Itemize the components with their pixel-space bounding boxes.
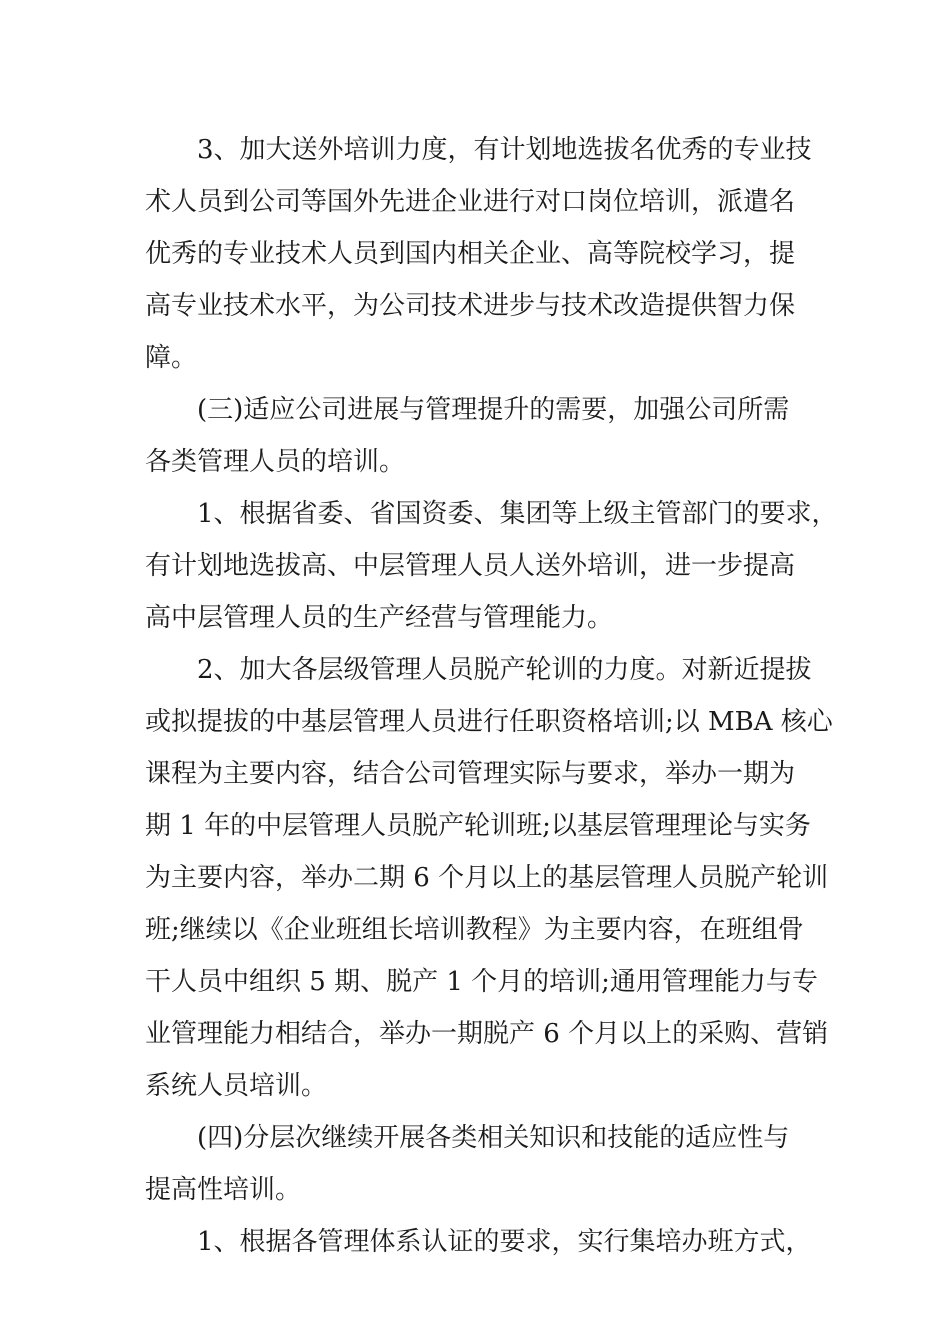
section-heading-3 (145, 384, 807, 488)
text-line: 或拟提拔的中基层管理人员进行任职资格培训;以 MBA 核心 (145, 707, 833, 737)
text-line: 1、根据各管理体系认证的要求，实行集培办班方式， (197, 1227, 812, 1257)
text-line: 2、加大各层级管理人员脱产轮训的力度。对新近提拔 (197, 655, 812, 685)
paragraph-1-certification-training (145, 1216, 812, 1268)
text-line: 期 1 年的中层管理人员脱产轮训班;以基层管理理论与实务 (145, 811, 811, 841)
text-line: 1、根据省委、省国资委、集团等上级主管部门的要求， (197, 499, 838, 529)
text-line: 干人员中组织 5 期、脱产 1 个月的培训;通用管理能力与专 (145, 967, 818, 997)
text-line: 3、加大送外培训力度，有计划地选拔名优秀的专业技 (197, 135, 812, 165)
text-line: 优秀的专业技术人员到国内相关企业、高等院校学习，提 (145, 239, 796, 269)
text-line: 系统人员培训。 (145, 1071, 328, 1101)
paragraph-3-external-training (145, 124, 812, 384)
text-line: (三)适应公司进展与管理提升的需要，加强公司所需 (197, 395, 790, 425)
text-line: 有计划地选拔高、中层管理人员人送外培训，进一步提高 (145, 551, 796, 581)
text-line: 班;继续以《企业班组长培训教程》为主要内容，在班组骨 (145, 915, 804, 945)
paragraph-1-senior-training (145, 488, 838, 644)
text-line: 高专业技术水平，为公司技术进步与技术改造提供智力保 (145, 291, 796, 321)
text-line: 业管理能力相结合，举办一期脱产 6 个月以上的采购、营销 (145, 1019, 829, 1049)
text-line: 术人员到公司等国外先进企业进行对口岗位培训，派遣名 (145, 187, 796, 217)
document-body (145, 124, 838, 1268)
section-heading-4 (145, 1112, 807, 1216)
text-line: 各类管理人员的培训。 (145, 447, 406, 477)
text-line: 障。 (145, 343, 198, 373)
text-line: 课程为主要内容，结合公司管理实际与要求，举办一期为 (145, 759, 796, 789)
text-line: (四)分层次继续开展各类相关知识和技能的适应性与 (197, 1123, 790, 1153)
text-line: 提高性培训。 (145, 1175, 302, 1205)
paragraph-2-rotation-training (145, 644, 833, 1112)
text-line: 高中层管理人员的生产经营与管理能力。 (145, 603, 614, 633)
text-line: 为主要内容，举办二期 6 个月以上的基层管理人员脱产轮训 (145, 863, 829, 893)
